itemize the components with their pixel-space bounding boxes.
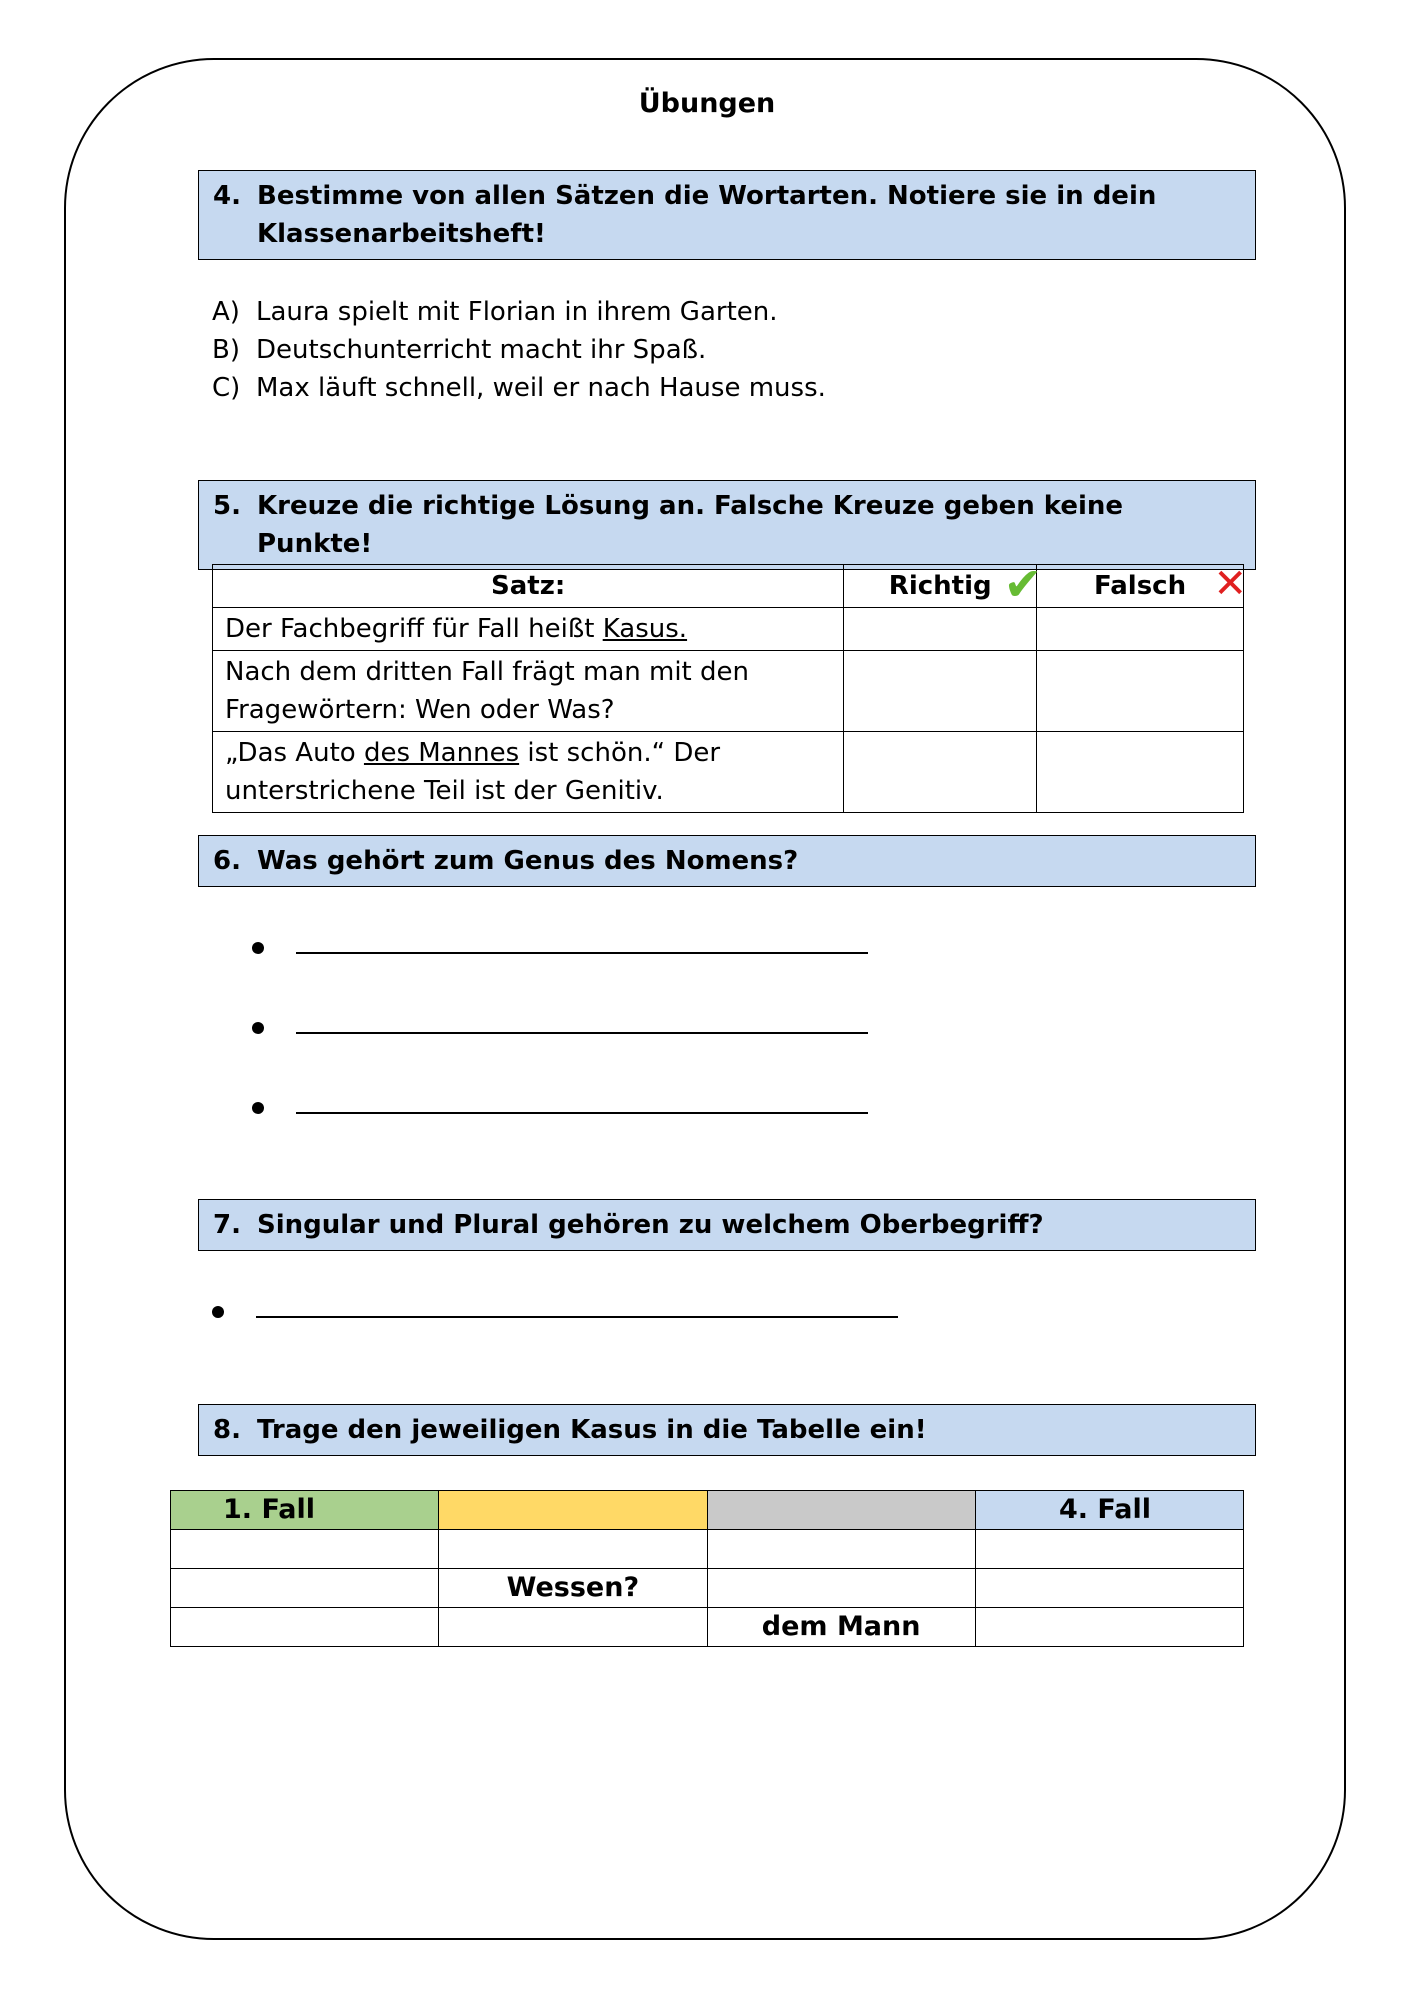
table-cell: Wessen? (439, 1569, 707, 1608)
header-richtig (844, 557, 1043, 611)
statement-underlined: des Mannes (363, 738, 520, 768)
question-4-text: Bestimme von allen Sätzen die Wortarten. Notiere sie in dein Klassenarbeitsheft! (257, 181, 1157, 249)
sentence-text: Deutschunterricht macht ihr Spaß. (256, 335, 707, 365)
falsch-answer-cell[interactable] (1037, 608, 1244, 651)
answer-line[interactable] (296, 1112, 868, 1114)
question-8-number: 8. (213, 1415, 241, 1445)
statement-text: Der Fachbegriff für Fall heißt (225, 614, 603, 644)
kasus-header-1: 1. Fall (171, 1491, 439, 1530)
answer-line[interactable] (296, 952, 868, 954)
table-cell[interactable] (171, 1530, 439, 1569)
question-7-number: 7. (213, 1210, 241, 1240)
question-6-text: Was gehört zum Genus des Nomens? (257, 846, 799, 876)
table-cell: dem Mann (707, 1608, 975, 1647)
page-title: Übungen (638, 88, 776, 119)
table-cell[interactable] (707, 1530, 975, 1569)
question-5-number: 5. (213, 491, 241, 521)
kasus-header-2[interactable] (439, 1491, 707, 1530)
sentence-letter: A) (212, 297, 240, 327)
question-4-number: 4. (213, 181, 241, 211)
table-cell[interactable] (975, 1530, 1243, 1569)
table-row (171, 1569, 1244, 1608)
table-cell[interactable] (439, 1608, 707, 1647)
list-item (212, 331, 826, 369)
table-cell[interactable] (171, 1608, 439, 1647)
true-false-table (212, 557, 1247, 813)
bullet-icon (252, 1102, 264, 1114)
statement-underlined: Kasus. (602, 614, 688, 644)
statement-cell (213, 608, 844, 651)
richtig-answer-cell[interactable] (844, 608, 1037, 651)
kasus-header-4: 4. Fall (975, 1491, 1243, 1530)
statement-text: „Das Auto (225, 738, 364, 768)
header-falsch (1037, 561, 1247, 608)
list-item (212, 293, 826, 331)
table-cell[interactable] (975, 1608, 1243, 1647)
check-icon: ✔ (1003, 557, 1043, 611)
sentence-text: Max läuft schnell, weil er nach Hause muss. (256, 373, 826, 403)
table-cell[interactable] (171, 1569, 439, 1608)
falsch-answer-cell[interactable] (1037, 732, 1244, 813)
statement-cell (213, 732, 844, 813)
bullet-icon (252, 942, 264, 954)
question-4-box (198, 170, 1256, 260)
question-5-text: Kreuze die richtige Lösung an. Falsche Kreuze geben keine Punkte! (257, 491, 1124, 559)
question-7-box (198, 1199, 1256, 1251)
question-6-box (198, 835, 1256, 887)
header-falsch-label: Falsch (1094, 571, 1187, 601)
question-5-box (198, 480, 1256, 570)
question-8-text: Trage den jeweiligen Kasus in die Tabelle ein! (257, 1415, 927, 1445)
sentence-list (212, 293, 826, 407)
statement-cell (213, 651, 844, 732)
answer-line[interactable] (296, 1032, 868, 1034)
table-header-row (171, 1491, 1244, 1530)
question-7-text: Singular und Plural gehören zu welchem Oberbegriff? (257, 1210, 1044, 1240)
statement-text-end: ist schön.“ Der unterstrichene Teil ist der Genitiv. (225, 738, 721, 806)
bullet-icon (252, 1022, 264, 1034)
list-item (212, 369, 826, 407)
sentence-text: Laura spielt mit Florian in ihrem Garten. (256, 297, 778, 327)
table-row (171, 1608, 1244, 1647)
table-cell[interactable] (707, 1569, 975, 1608)
sentence-letter: B) (212, 335, 240, 365)
richtig-answer-cell[interactable] (844, 732, 1037, 813)
table-row (213, 732, 1244, 813)
table-row (213, 651, 1244, 732)
table-cell[interactable] (439, 1530, 707, 1569)
sentence-letter: C) (212, 373, 241, 403)
bullet-icon (212, 1306, 224, 1318)
kasus-header-3[interactable] (707, 1491, 975, 1530)
falsch-answer-cell[interactable] (1037, 651, 1244, 732)
table-cell[interactable] (975, 1569, 1243, 1608)
cross-icon: ✕ (1213, 561, 1247, 607)
answer-line[interactable] (256, 1316, 898, 1318)
table-row (171, 1530, 1244, 1569)
header-richtig-label: Richtig (888, 571, 992, 601)
question-6-number: 6. (213, 846, 241, 876)
table-header-row (213, 565, 1244, 608)
header-satz: Satz: (213, 565, 844, 608)
statement-text: Nach dem dritten Fall frägt man mit den Fragewörtern: Wen oder Was? (225, 657, 749, 725)
question-8-box (198, 1404, 1256, 1456)
richtig-answer-cell[interactable] (844, 651, 1037, 732)
kasus-table (170, 1490, 1244, 1647)
table-row (213, 608, 1244, 651)
